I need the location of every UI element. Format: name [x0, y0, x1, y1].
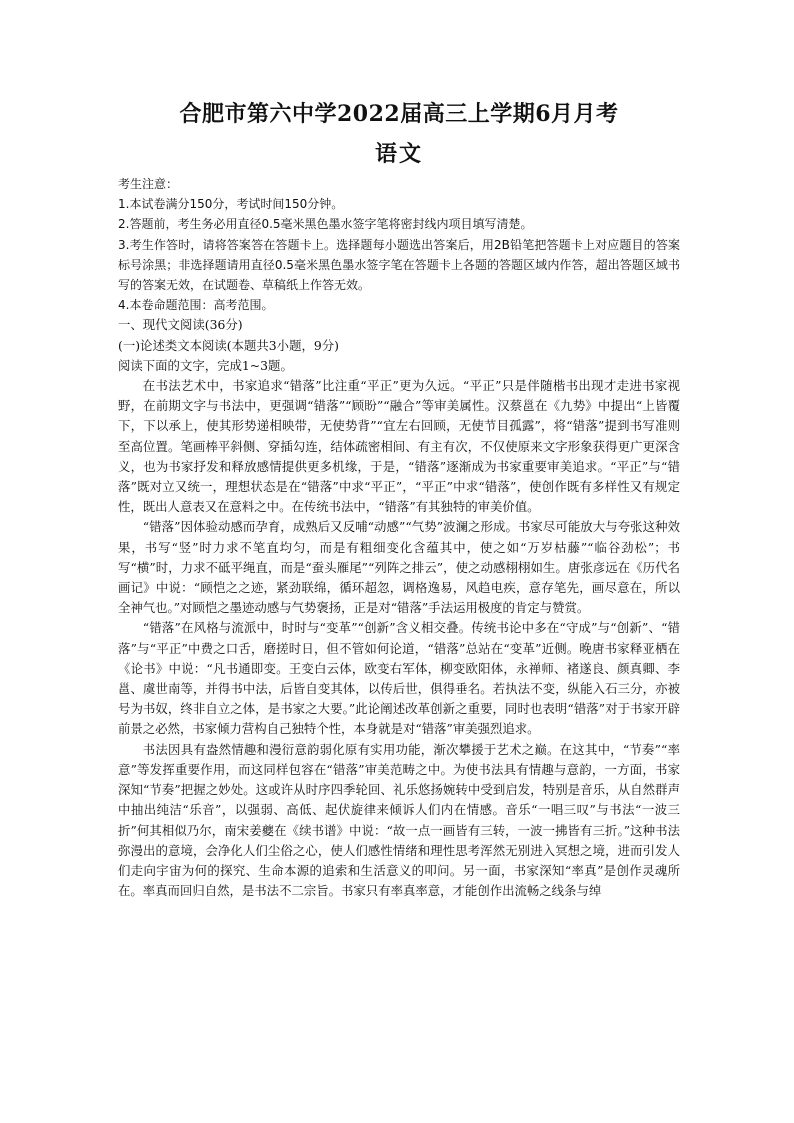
exam-notes	[118, 174, 680, 315]
section-instruction: 阅读下面的文字，完成1~3题。	[118, 357, 293, 373]
notes-heading: 考生注意：	[118, 177, 179, 191]
section-part: 一、现代文阅读(36分)	[118, 317, 243, 333]
exam-page	[118, 98, 680, 901]
passage-paragraph: 书法因具有盎然情趣和漫衍意韵弱化原有实用功能，渐次攀援于艺术之巅。在这其中，“节奏”“率意”等发挥重要作用，而这同样包容在“错落”审美范畴之中。为使书法具有情趣与意韵，一方面，书家深知“节奏”把握之妙处。这或许从时序四季轮回、礼乐悠扬婉转中受到启发，特别是音乐，从自然群声中抽出纯洁“乐音”，以强弱、高低、起伏旋律来倾诉人们内在情感。音乐“一唱三叹”与书法“一波三折”何其相似乃尔，南宋姜夔在《续书谱》中说：“故一点一画皆有三转，一波一拂皆有三折。”这种书法弥漫出的意境，会净化人们尘俗之心，使人们感性情绪和理性思考浑然无别进入冥想之境，进而引发人们走向宇宙为何的探究、生命本源的追索和生活意义的叩问。另一面，书家深知“率真”是创作灵魂所在。率真而回归自然，是书法不二宗旨。书家只有率真率意，才能创作出流畅之线条与绰	[118, 741, 680, 899]
passage-paragraph: “错落”在风格与流派中，时时与“变革”“创新”含义相交叠。传统书论中多在“守成”与“创新”、“错落”与“平正”中费之口舌，磨搓时日，但不管如何论道，“错落”总站在“变革”近侧。晚唐书家释亚栖在《论书》中说：“凡书通即变。王变白云体，欧变右军体，柳变欧阳体，永禅师、褚遂良、颜真卿、李邕、虞世南等，并得书中法，后皆自变其体，以传后世，俱得垂名。若执法不变，纵能入石三分，亦被号为书奴，终非自立之体，是书家之大要。”此论阐述改革创新之重要，同时也表明“错落”对于书家开辟前景之必然，书家倾力营构自己独特个性，本身就是对“错落”审美强烈追求。	[118, 620, 680, 737]
passage-paragraph: 在书法艺术中，书家追求“错落”比注重“平正”更为久远。“平正”只是伴随楷书出现才走进书家视野，在前期文字与书法中，更强调“错落”“顾盼”“融合”等审美属性。汉蔡邕在《九势》中提出“上皆覆下，下以承上，使其形势递相映带，无使势背”“宜左右回顾，无使节目孤露”，将“错落”提到书写准则至高位置。笔画棒平斜侧、穿插勾连，结体疏密相间、有主有次，不仅使原来文字形象获得更广更深含义，也为书家抒发和释放感情提供更多机缘，于是，“错落”逐渐成为书家重要审美追求。“平正”与“错落”既对立又统一，理想状态是在“错落”中求“平正”，“平正”中求“错落”，使创作既有多样性又有规定性，既出人意表又在意料之中。在传统书法中，“错落”有其独特的审美价值。	[118, 378, 680, 515]
note-item: 1.本试卷满分150分，考试时间150分钟。	[118, 197, 344, 212]
note-item: 2.答题前，考生务必用直径0.5毫米黑色墨水签字笔将密封线内项目填写清楚。	[118, 217, 533, 232]
subject-title: 语文	[374, 141, 423, 167]
reading-passage	[118, 376, 680, 901]
section-sub: (一)论述类文本阅读(本题共3小题，9分)	[118, 337, 339, 353]
section-header	[118, 315, 680, 376]
passage-paragraph: “错落”因体验动感而孕育，成熟后又反哺“动感”“气势”波澜之形成。书家尽可能放大与夸张这种效果，书写“竖”时力求不笔直均匀，而是有粗细变化含蕴其中，使之如“万岁枯藤”“临谷劲松”；书写“横”时，力求不砥平绳直，而是“蚕头雁尾”“列阵之排云”，使之动感栩栩如生。唐张彦远在《历代名画记》中说：“顾恺之之迹，紧劲联绵，循环超忽，调格逸易，风趋电疾，意存笔先，画尽意在，所以全神气也。”对顾恺之墨迹动感与气势褒扬，正是对“错落”手法运用极度的肯定与赞赏。	[118, 519, 680, 616]
exam-title: 合肥市第六中学2022届高三上学期6月月考	[179, 101, 619, 127]
note-item: 4.本卷命题范围：高考范围。	[118, 298, 274, 313]
note-item: 3.考生作答时，请将答案答在答题卡上。选择题每小题选出答案后，用2B铅笔把答题卡上对应题目的答案标号涂黑；非选择题请用直径0.5毫米黑色墨水签字笔在答题卡上各题的答题区域内作答，超出答题区域书写的答案无效，在试题卷、草稿纸上作答无效。	[118, 237, 680, 293]
